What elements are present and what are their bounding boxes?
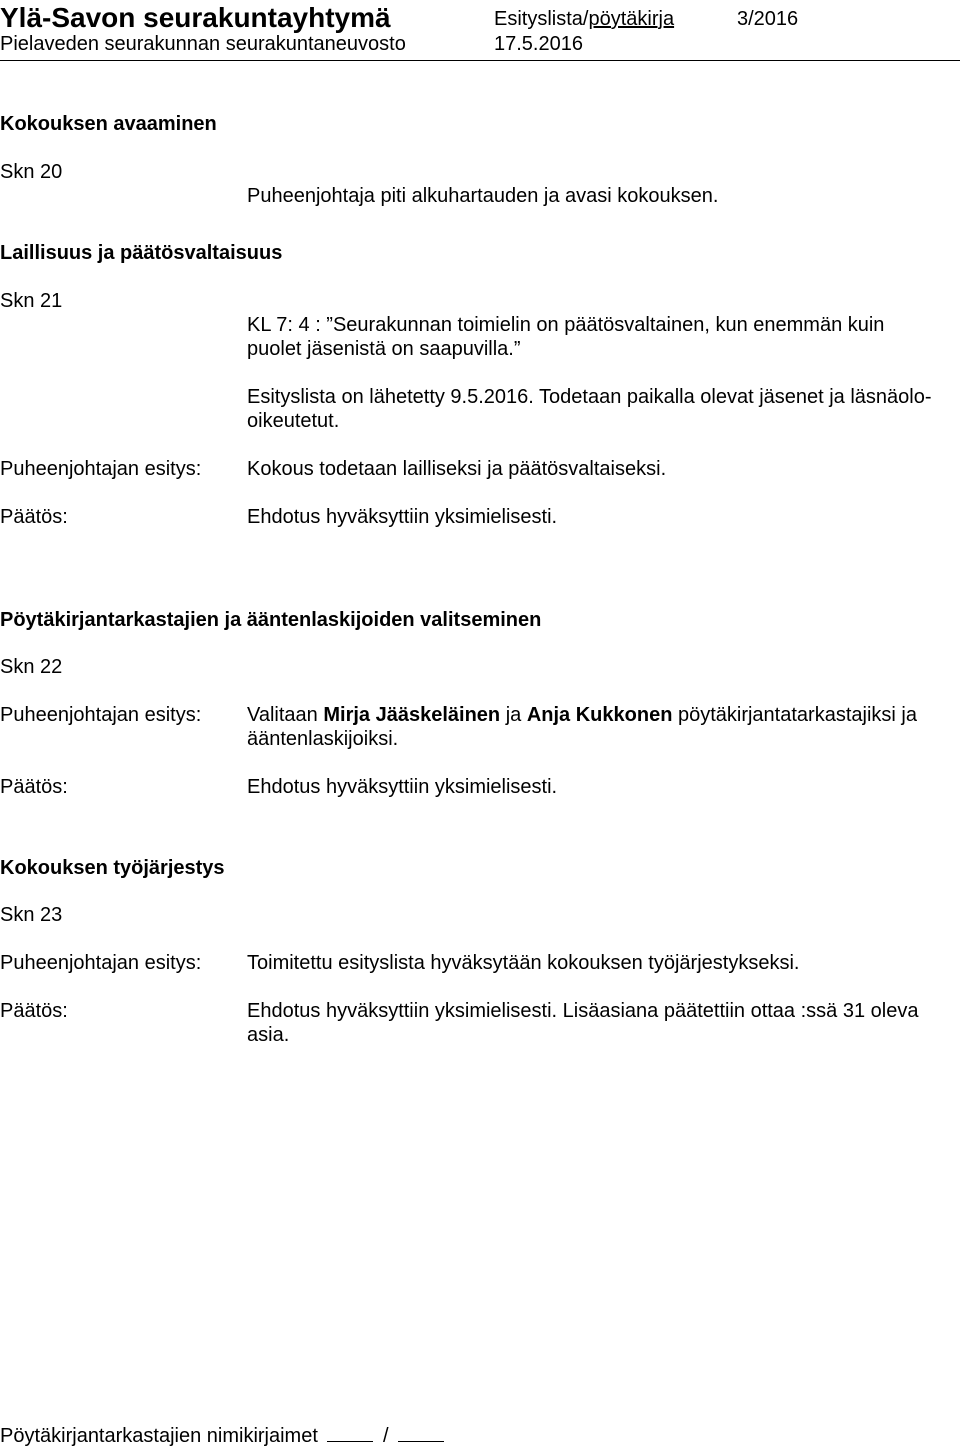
inspector-name-1: Mirja Jääskeläinen bbox=[323, 704, 501, 726]
section-22-proposal-mid: ja bbox=[500, 704, 527, 726]
section-22-decision: Ehdotus hyväksyttiin yksimielisesti. bbox=[247, 776, 558, 798]
organization-title: Ylä-Savon seurakuntayhtymä bbox=[0, 2, 391, 33]
section-23-decision: Ehdotus hyväksyttiin yksimielisesti. Lisäasiana päätettiin ottaa :ssä 31 oleva asia. bbox=[247, 1000, 919, 1046]
section-22-proposal-post: pöytäkirjantatarkastajiksi ja ääntenlaskijoiksi. bbox=[247, 704, 917, 750]
document-number: 3/2016 bbox=[737, 8, 799, 30]
section-20-number: Skn 20 bbox=[0, 161, 63, 183]
header-divider bbox=[0, 60, 960, 61]
section-23-proposal: Toimitettu esityslista hyväksytään kokouksen työjärjestykseksi. bbox=[247, 952, 800, 974]
document-type bbox=[494, 7, 674, 31]
section-21-decision-label: Päätös: bbox=[0, 506, 68, 528]
section-23-heading: Kokouksen työjärjestys bbox=[0, 857, 225, 879]
section-20-heading: Kokouksen avaaminen bbox=[0, 113, 217, 135]
section-22-proposal bbox=[247, 703, 952, 751]
section-22-decision-label: Päätös: bbox=[0, 776, 68, 798]
document-type-selected: pöytäkirja bbox=[588, 8, 675, 30]
section-21-proposal: Kokous todetaan lailliseksi ja päätösvaltaiseksi. bbox=[247, 458, 667, 480]
initials-blank-1[interactable] bbox=[327, 1423, 373, 1442]
section-21-proposal-label: Puheenjohtajan esitys: bbox=[0, 458, 202, 480]
section-22-proposal-label: Puheenjohtajan esitys: bbox=[0, 704, 202, 726]
section-22-heading: Pöytäkirjantarkastajien ja ääntenlaskijoiden valitseminen bbox=[0, 609, 542, 631]
section-21-law-quote: KL 7: 4 : ”Seurakunnan toimielin on päätösvaltainen, kun enemmän kuin puolet jäsenistä on saapuvilla.” bbox=[247, 314, 885, 360]
section-23-decision-label: Päätös: bbox=[0, 1000, 68, 1022]
footer-label: Pöytäkirjantarkastajien nimikirjaimet bbox=[0, 1425, 318, 1447]
initials-blank-2[interactable] bbox=[398, 1423, 444, 1442]
section-22-proposal-pre: Valitaan bbox=[247, 704, 324, 726]
section-21-decision: Ehdotus hyväksyttiin yksimielisesti. bbox=[247, 506, 558, 528]
meeting-body: Pielaveden seurakunnan seurakuntaneuvosto bbox=[0, 33, 406, 55]
footer-initials bbox=[0, 1423, 444, 1448]
meeting-date: 17.5.2016 bbox=[494, 33, 583, 55]
section-21-heading: Laillisuus ja päätösvaltaisuus bbox=[0, 242, 283, 264]
footer-separator: / bbox=[383, 1425, 389, 1447]
section-21-number: Skn 21 bbox=[0, 290, 63, 312]
inspector-name-2: Anja Kukkonen bbox=[526, 704, 673, 726]
section-23-proposal-label: Puheenjohtajan esitys: bbox=[0, 952, 202, 974]
section-23-number: Skn 23 bbox=[0, 904, 63, 926]
section-21-agenda-note: Esityslista on lähetetty 9.5.2016. Todetaan paikalla olevat jäsenet ja läsnäolooikeutetut. bbox=[247, 386, 932, 432]
section-20-text: Puheenjohtaja piti alkuhartauden ja avasi kokouksen. bbox=[247, 185, 719, 207]
section-22-number: Skn 22 bbox=[0, 656, 63, 678]
document-type-prefix: Esityslista/ bbox=[494, 8, 589, 30]
